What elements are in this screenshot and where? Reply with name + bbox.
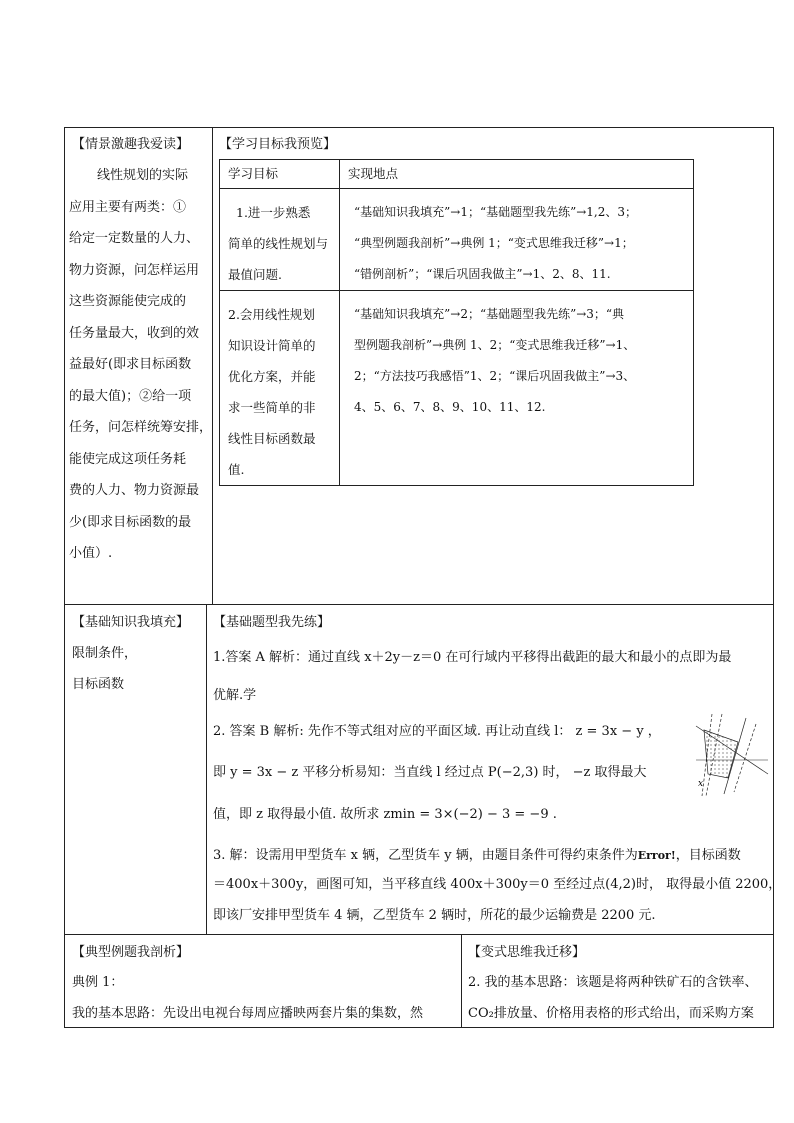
situation-line: 的最大值)；②给一项 <box>69 388 192 404</box>
grid-div-row1 <box>212 127 213 604</box>
goal-text-line: 求一些简单的非 <box>228 400 316 415</box>
grid-row2-bottom <box>64 934 774 935</box>
situation-line: 给定一定数量的人力、 <box>69 231 200 246</box>
practice-heading: 【基础题型我先练】 <box>213 615 331 630</box>
situation-line: 少(即求目标函数的最 <box>69 514 192 530</box>
q3-line2: ＝400x＋300y，画图可知，当平移直线 400x＋300y＝0 至经过点(4,2)时， 取得最小值 2200， <box>213 877 782 892</box>
situation-line: 线性规划的实际 <box>97 168 189 183</box>
feasible-region <box>704 730 738 778</box>
goal-text-line: 线性目标函数最 <box>228 431 316 446</box>
situation-line: 益最好(即求目标函数 <box>69 357 192 372</box>
goal-text-line: 优化方案，并能 <box>228 369 316 384</box>
goal-2 <box>220 291 340 486</box>
error-text: Error! <box>637 849 676 862</box>
grid-top <box>64 127 774 128</box>
goal-1 <box>220 189 340 291</box>
goal-2-where <box>340 291 694 486</box>
goal-text-line: 值. <box>228 462 245 477</box>
situation-line: 任务量最大，收到的效 <box>69 325 200 341</box>
grid-div-row3 <box>461 934 462 1027</box>
q2-line2: 即 y = 3x − z 平移分析易知：当直线 l 经过点 P(−2,3) 时， −z 取得最大 <box>213 765 647 780</box>
situation-line: 应用主要有两类：① <box>69 199 187 215</box>
goal-text-line: 1.进一步熟悉 <box>236 205 311 220</box>
q3-line1: 3. 解：设需用甲型货车 x 辆，乙型货车 y 辆，由题目条件可得约束条件为Error!，目标函数 <box>213 848 741 863</box>
situation-line: 这些资源能使完成的 <box>69 294 187 309</box>
basics-line-2: 目标函数 <box>72 677 125 692</box>
grid-bottom <box>64 1027 774 1028</box>
situation-line: 小值）. <box>69 546 113 561</box>
where-text-line: “错例剖析”；“课后巩固我做主”→1、2、8、11. <box>354 267 611 281</box>
grid-left <box>64 127 65 1027</box>
where-text-line: “基础知识我填充”→1；“基础题型我先练”→1,2、3； <box>354 205 638 219</box>
where-text-line: “基础知识我填充”→2；“基础题型我先练”→3；“典 <box>354 307 625 321</box>
situation-line: 能使完成这项任务耗 <box>69 451 187 467</box>
goals-col1-header: 学习目标 <box>220 160 340 189</box>
situation-line: 任务，问怎样统筹安排， <box>69 420 213 435</box>
graph-line-5 <box>734 724 756 792</box>
situation-text <box>69 160 213 570</box>
goals-table <box>219 159 694 486</box>
q2-line1: 2. 答案 B 解析: 先作不等式组对应的平面区域. 再让动直线 l： z = 3x − y ， <box>213 724 661 739</box>
variant-line1: 2. 我的基本思路：该题是将两种铁矿石的含铁率、 <box>468 975 758 990</box>
goal-text-line: 简单的线性规划与 <box>228 236 329 251</box>
where-text-line: “典型例题我剖析”→典例 1；“变式思维我迁移”→1； <box>354 236 634 250</box>
q2-line3: 值，即 z 取得最小值. 故所求 zmin = 3×(−2) − 3 = −9 . <box>213 807 557 822</box>
basics-heading: 【基础知识我填充】 <box>72 615 190 630</box>
goals-col2-header: 实现地点 <box>340 160 694 189</box>
where-text-line: 4、5、6、7、8、9、10、11、12. <box>354 400 546 414</box>
where-text-line: 型例题我剖析”→典例 1、2；“变式思维我迁移”→1、 <box>354 338 636 352</box>
grid-div-row2 <box>206 604 207 934</box>
goal-text-line: 知识设计简单的 <box>228 338 316 353</box>
goal-text-line: 2.会用线性规划 <box>228 307 315 322</box>
situation-heading: 【情景激趣我爱读】 <box>72 137 190 152</box>
where-text-line: 2；“方法技巧我感悟”1、2；“课后巩固我做主”→3、 <box>354 369 636 383</box>
goals-heading: 【学习目标我预览】 <box>219 137 337 152</box>
q1-line2: 优解.学 <box>213 688 257 703</box>
example-heading: 【典型例题我剖析】 <box>72 945 190 960</box>
situation-line: 费的人力、物力资源最 <box>69 483 200 498</box>
goal-text-line: 最值问题. <box>228 267 282 282</box>
basics-line-1: 限制条件， <box>72 646 138 661</box>
grid-row1-bottom <box>64 604 774 605</box>
feasible-region-graph <box>694 712 770 798</box>
variant-line2: CO₂排放量、价格用表格的形式给出，而采购方案 <box>468 1006 754 1021</box>
example-line2: 我的基本思路：先设出电视台每周应播映两套片集的集数，然 <box>72 1006 424 1021</box>
q3-line3: 即该厂安排甲型货车 4 辆，乙型货车 2 辆时，所花的最少运输费是 2200 元. <box>213 908 656 923</box>
variant-heading: 【变式思维我迁移】 <box>468 945 586 960</box>
graph-x-label: x <box>698 779 704 789</box>
situation-line: 物力资源，问怎样运用 <box>69 262 200 278</box>
q1-line1: 1.答案 A 解析：通过直线 x＋2y－z＝0 在可行域内平移得出截距的最大和最小的点即为最 <box>213 650 732 665</box>
goal-1-where <box>340 189 694 291</box>
example-line1: 典例 1： <box>72 975 124 990</box>
